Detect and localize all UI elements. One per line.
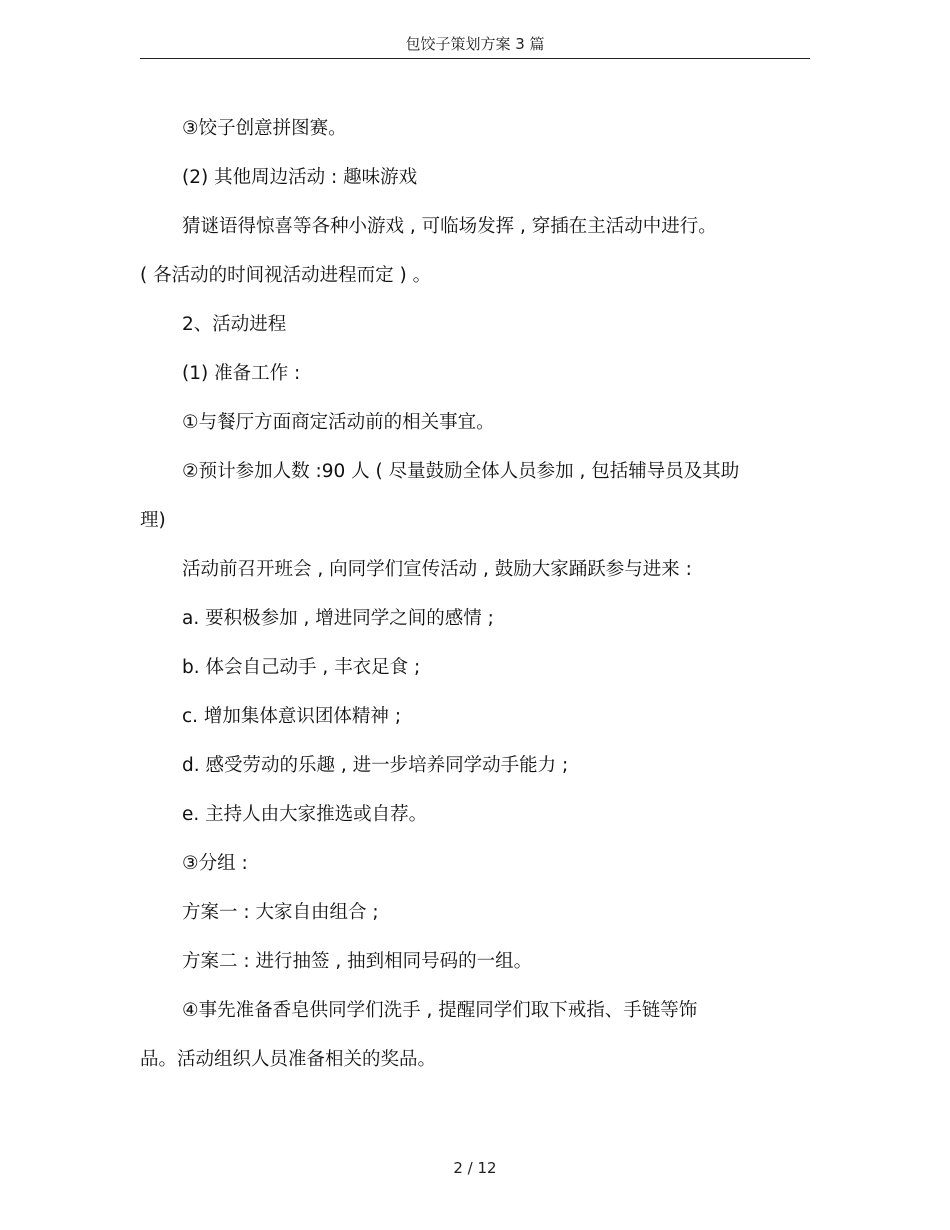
- list-item: d. 感受劳动的乐趣 , 进一步培养同学动手能力 ;: [182, 755, 569, 776]
- list-item: e. 主持人由大家推选或自荐。: [182, 804, 428, 825]
- list-item: a. 要积极参加 , 增进同学之间的感情 ;: [182, 608, 494, 629]
- list-item: ④事先准备香皂供同学们洗手 , 提醒同学们取下戒指、手链等饰: [182, 1000, 698, 1021]
- list-item: 方案一 : 大家自由组合 ;: [182, 902, 379, 923]
- list-item: b. 体会自己动手 , 丰衣足食 ;: [182, 657, 421, 678]
- page-footer: [0, 1157, 950, 1179]
- paragraph: (2) 其他周边活动 : 趣味游戏: [182, 167, 418, 188]
- paragraph: 活动前召开班会 , 向同学们宣传活动 , 鼓励大家踊跃参与进来 :: [182, 559, 692, 580]
- document-body: [140, 104, 810, 1084]
- paragraph: ③饺子创意拼图赛。: [182, 118, 347, 139]
- list-item: ①与餐厅方面商定活动前的相关事宜。: [182, 412, 495, 433]
- section-heading: 2、活动进程: [182, 314, 287, 335]
- list-item: 方案二 : 进行抽签 , 抽到相同号码的一组。: [182, 951, 533, 972]
- paragraph-continuation: ( 各活动的时间视活动进程而定 ) 。: [140, 265, 432, 286]
- page-header: [140, 30, 810, 59]
- list-item: ②预计参加人数 :90 人 ( 尽量鼓励全体人员参加 , 包括辅导员及其助: [182, 461, 740, 482]
- paragraph-continuation: 品。活动组织人员准备相关的奖品。: [140, 1049, 437, 1070]
- paragraph: 猜谜语得惊喜等各种小游戏 , 可临场发挥 , 穿插在主活动中进行。: [182, 216, 717, 237]
- page-number: 2 / 12: [453, 1159, 497, 1177]
- document-title: 包饺子策划方案 3 篇: [405, 35, 545, 53]
- subsection-heading: (1) 准备工作 :: [182, 363, 301, 384]
- list-item: ③分组 :: [182, 853, 248, 874]
- list-item: c. 增加集体意识团体精神 ;: [182, 706, 402, 727]
- paragraph-continuation: 理): [140, 510, 166, 531]
